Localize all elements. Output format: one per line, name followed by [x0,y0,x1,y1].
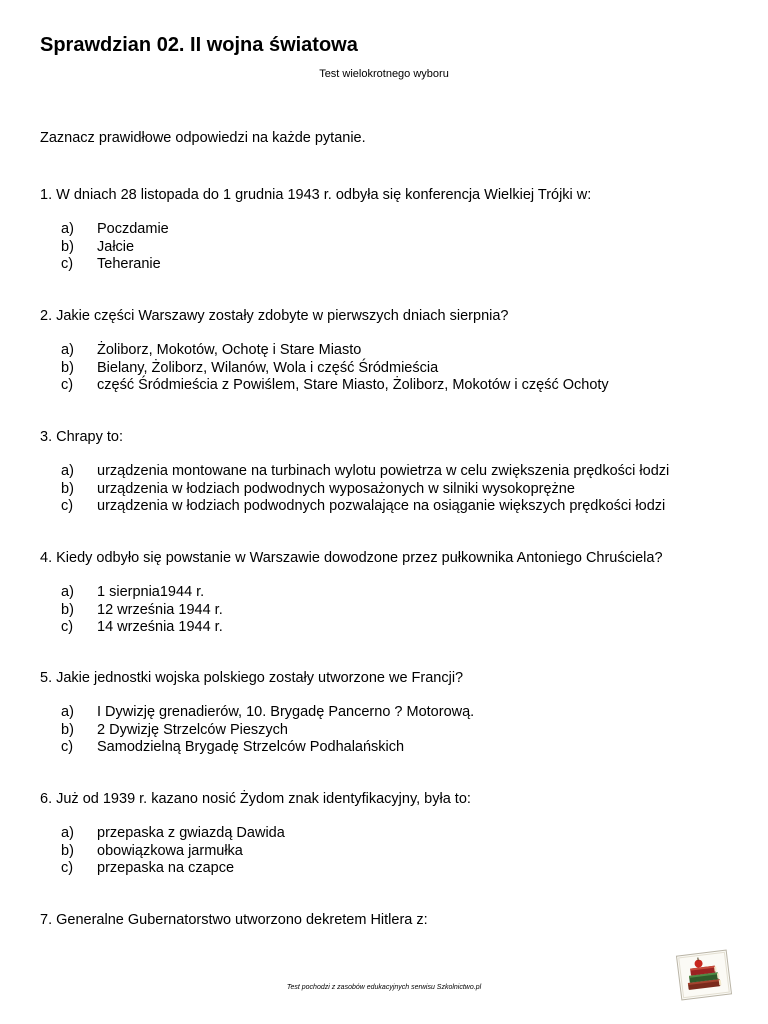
answer-text: Teheranie [97,256,161,272]
question-3 [40,429,740,516]
question-6 [40,791,740,878]
answer-text: 1 sierpnia1944 r. [97,584,205,600]
answer-text: przepaska na czapce [97,860,235,876]
books-icon [675,949,732,1001]
answer-option [40,704,740,722]
answer-option [40,463,740,481]
question-7 [40,912,740,928]
footer-source: Test pochodzi z zasobów edukacyjnych serwisu Szkolnictwo.pl [286,984,482,991]
answer-text: urządzenia w łodziach podwodnych wyposażonych w silniki wysokoprężne [97,480,575,497]
answer-option [40,722,740,740]
answer-letter: a) [61,221,74,237]
answer-text: I Dywizję grenadierów, 10. Brygadę Pancerno ? Motorową. [97,704,475,720]
answer-text: Bielany, Żoliborz, Wilanów, Wola i część Śródmieścia [97,359,439,376]
answer-text: przepaska z gwiazdą Dawida [97,825,285,841]
answer-text: 12 września 1944 r. [97,601,223,618]
answer-letter: b) [61,480,74,497]
answer-text: 14 września 1944 r. [97,619,223,635]
answer-letter: b) [61,238,74,255]
answer-letter: c) [61,256,74,272]
answer-letter: a) [61,704,74,720]
question-text: 4. Kiedy odbyło się powstanie w Warszawie dowodzone przez pułkownika Antoniego Chruściela? [40,550,663,566]
question-text: 6. Już od 1939 r. kazano nosić Żydom znak identyfikacyjny, była to: [40,791,471,807]
answer-option [40,498,740,516]
answer-letter: a) [61,825,74,841]
answer-letter: b) [61,601,74,618]
question-text: 2. Jakie części Warszawy zostały zdobyte w pierwszych dniach sierpnia? [40,308,509,324]
answer-letter: a) [61,463,74,479]
answer-option [40,825,740,843]
question-text: 3. Chrapy to: [40,429,124,445]
answer-option [40,619,740,637]
answer-option [40,739,740,757]
answer-letter: a) [61,342,74,358]
answer-letter: c) [61,619,74,635]
answer-option [40,584,740,602]
answer-text: obowiązkowa jarmułka [97,842,243,859]
page-subtitle: Test wielokrotnego wyboru [319,68,449,80]
question-5 [40,670,740,757]
answer-option [40,602,740,620]
answer-text: urządzenia w łodziach podwodnych pozwalające na osiąganie większych prędkości łodzi [97,498,666,514]
answer-option [40,860,740,878]
answer-letter: c) [61,377,74,393]
answer-option [40,239,740,257]
answer-text: 2 Dywizję Strzelców Pieszych [97,721,288,738]
answer-letter: b) [61,842,74,859]
answer-option [40,377,740,395]
answer-text: Jałcie [97,238,135,255]
question-text: 5. Jakie jednostki wojska polskiego zostały utworzone we Francji? [40,670,464,686]
answer-letter: b) [61,359,74,376]
answer-text: część Śródmieścia z Powiślem, Stare Miasto, Żoliborz, Mokotów i część Ochoty [97,377,609,393]
answer-text: Żoliborz, Mokotów, Ochotę i Stare Miasto [97,342,362,358]
question-1 [40,187,740,274]
question-text: 7. Generalne Gubernatorstwo utworzono dekretem Hitlera z: [40,912,428,928]
answer-text: Samodzielną Brygadę Strzelców Podhalańskich [97,739,405,755]
instruction-text: Zaznacz prawidłowe odpowiedzi na każde pytanie. [40,130,366,146]
answer-option [40,843,740,861]
answer-letter: c) [61,498,74,514]
answer-letter: c) [61,739,74,755]
answer-option [40,221,740,239]
answer-text: urządzenia montowane na turbinach wylotu powietrza w celu zwiększenia prędkości łodzi [97,463,670,479]
answer-letter: c) [61,860,74,876]
answer-text: Poczdamie [97,221,169,237]
answer-option [40,360,740,378]
question-2 [40,308,740,395]
answer-option [40,342,740,360]
answer-option [40,256,740,274]
answer-letter: a) [61,584,74,600]
answer-option [40,481,740,499]
question-4 [40,550,740,637]
answer-letter: b) [61,721,74,738]
page-title: Sprawdzian 02. II wojna światowa [40,34,358,56]
question-text: 1. W dniach 28 listopada do 1 grudnia 1943 r. odbyła się konferencja Wielkiej Trójki w: [40,187,592,203]
